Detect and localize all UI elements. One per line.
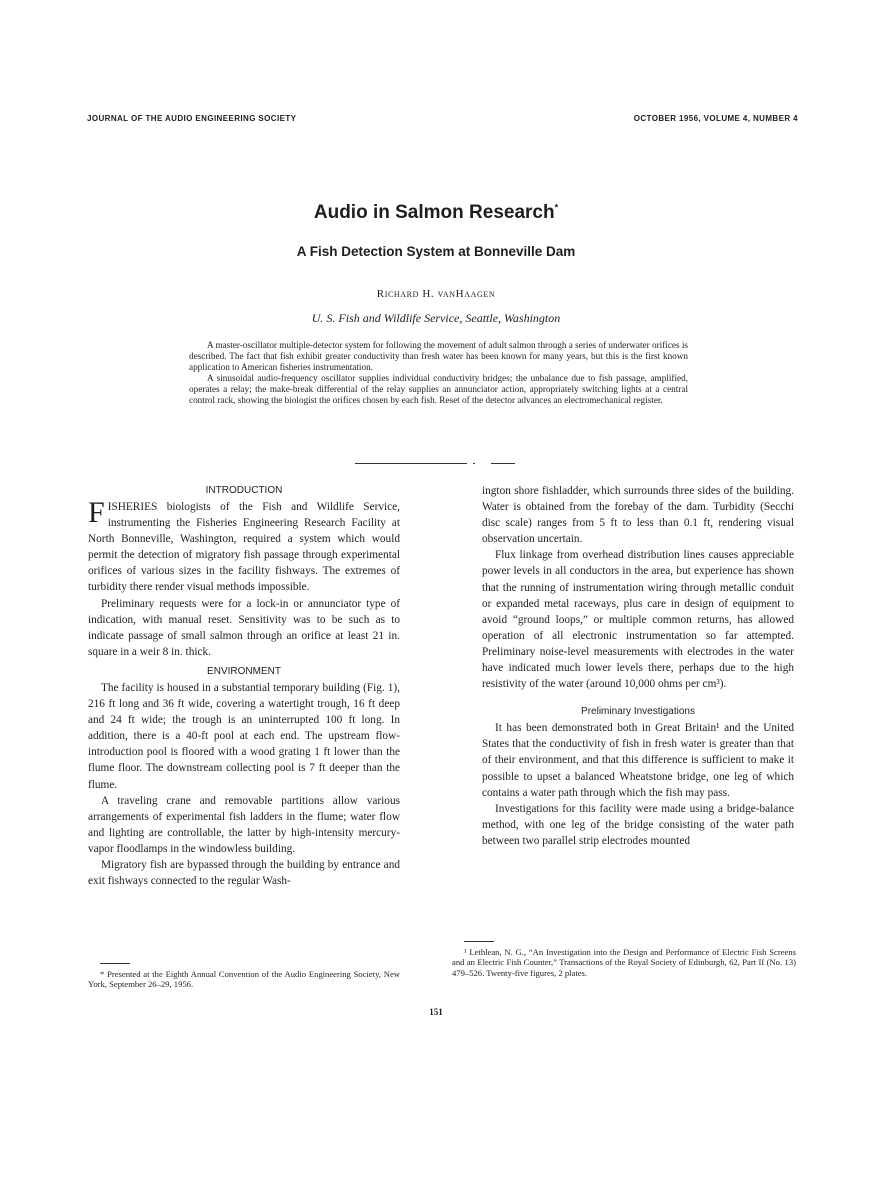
abstract-paragraph: A master-oscillator multiple-detector system for following the movement of adult salmon through a series of underwater orifices is described. The fact that fish exhibit greater conductivity than fresh water has been known for many years, but this is the first known application to American fisheries instrumentation. [189, 340, 688, 372]
preliminary-heading: Preliminary Investigations [581, 706, 695, 718]
environment-paragraph: A traveling crane and removable partitions allow various arrangements of experimental fish ladders in the flume; water flow and lighting are controllable, the latter by high-intensity mercury-vapor floodlamps in the windowless building. [88, 794, 400, 855]
preliminary-paragraph: Investigations for this facility were made using a bridge-balance method, with one leg of the bridge consisting of the water path between two parallel strip electrodes mounted [482, 802, 794, 847]
issue-info: OCTOBER 1956, VOLUME 4, NUMBER 4 [633, 114, 798, 123]
environment-paragraph: The facility is housed in a substantial temporary building (Fig. 1), 216 ft long and 36 ft wide, covering a watertight trough, 16 ft deep and 24 ft wide; the trough is an uninterrupted 100 ft long. In addition, there is a 40-ft pool at each end. The upstream flow-introduction pool is floored with a wood grating 1 ft lower than the flume floor. The downstream collecting pool is 7 ft deeper than the flume. [88, 681, 400, 791]
title-text: Audio in Salmon Research [313, 202, 555, 223]
title-footnote-mark: * [554, 202, 559, 213]
left-column [88, 483, 400, 889]
intro-paragraph [88, 496, 400, 596]
footnote-rule [464, 941, 494, 942]
footnote-text: ¹ Lethlean, N. G., “An Investigation into the Design and Performance of Electric Fish Screens and an Electric Fish Counter,” Transactions of the Royal Society of Edinburgh, 62, Part II (No. 13) 479–526. Twenty-five figures, 2 plates. [452, 947, 796, 978]
intro-text: ISHERIES biologists of the Fish and Wildlife Service, instrumenting the Fisheries Engineering Research Facility at North Bonneville, Washington, required a system which would permit the detection of migratory fish passage through experimental orifices of various sizes in the facility fishways. The extremes of turbidity there render visual methods impossible. [88, 501, 400, 594]
reference-footnote [452, 938, 796, 978]
abstract [189, 340, 688, 405]
article-title [0, 202, 872, 224]
environment-paragraph: ington shore fishladder, which surrounds three sides of the building. Water is obtained from the forebay of the dam. Turbidity (Secchi disc scale) ranges from 5 ft to less than 0.1 ft, rendering visual observation uncertain. [482, 485, 794, 546]
journal-name: JOURNAL OF THE AUDIO ENGINEERING SOCIETY [87, 114, 297, 123]
environment-paragraph: Flux linkage from overhead distribution lines causes appreciable power levels in all conductors in the area, but experience has shown that the running of instrumentation wiring through metallic conduit or expanded metal raceways, plus care in design of equipment to avoid “ground loops,” or multiple common returns, has allowed operation of all electronic instrumentation so far attempted. Preliminary noise-level measurements with electrodes in the water have indicated much lower levels there, perhaps due to the high resistivity of the water (around 10,000 ohms per cm³). [482, 549, 794, 691]
footnote-rule [100, 963, 130, 964]
presentation-footnote [88, 960, 400, 990]
right-column [482, 483, 794, 849]
environment-paragraph: Migratory fish are bypassed through the building by entrance and exit fishways connected to the regular Wash- [88, 858, 400, 888]
article-subtitle: A Fish Detection System at Bonneville Dam [296, 244, 576, 259]
abstract-paragraph: A sinusoidal audio-frequency oscillator supplies individual conductivity bridges; the unbalance due to fish passage, amplified, operates a relay; the make-break differential of the relay supplies an annunciator action, appropriately switching lights at a central control rack, showing the biologist the orifices chosen by each fish. Reset of the detector advances an electromechanical register. [189, 372, 688, 405]
footnote-text: * Presented at the Eighth Annual Convention of the Audio Engineering Society, New York, September 26–29, 1956. [88, 969, 400, 990]
introduction-heading: INTRODUCTION [205, 485, 283, 496]
environment-heading: ENVIRONMENT [207, 665, 281, 677]
author-name: Richard H. vanHaagen [376, 288, 496, 300]
author-affiliation: U. S. Fish and Wildlife Service, Seattle, Washington [311, 311, 561, 325]
drop-cap: F [88, 496, 105, 529]
preliminary-paragraph: It has been demonstrated both in Great Britain¹ and the United States that the conductivity of fish in fresh water is greater than that of their environment, and that this difference is sufficient to make it possible to upset a balanced Wheatstone bridge, one leg of which contains a water path through which the fish may pass. [482, 722, 794, 799]
intro-paragraph: Preliminary requests were for a lock-in or annunciator type of indication, with manual reset. Sensitivity was to be such as to indicate passage of small salmon through an orifice at least 21 in. square in a weir 8 in. thick. [88, 597, 400, 658]
page-number: 151 [429, 1007, 443, 1017]
section-divider [355, 463, 515, 464]
